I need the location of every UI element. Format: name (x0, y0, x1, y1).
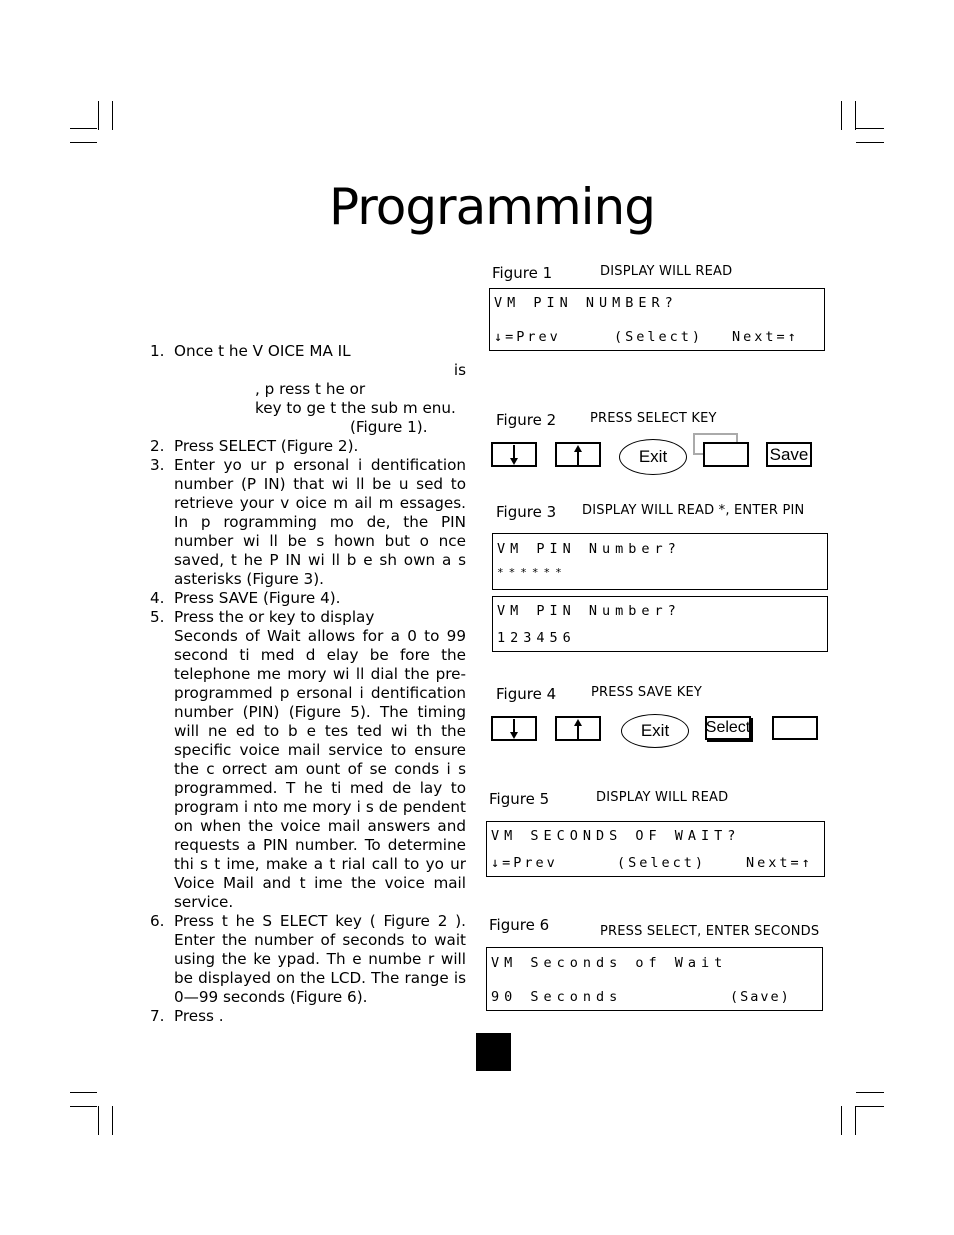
item-line: is (453, 361, 466, 379)
exit-key: Exit (621, 714, 689, 748)
exit-key: Exit (619, 439, 687, 475)
item-text: Enter yo ur p ersonal i dentification number (P IN) that wi ll be u sed to retrieve your v oice m ail m essages. In p rogramming mo de, the PIN number wi ll be s hown but o nce saved, t he P IN wi ll b e sh own a s asterisks (Figure 3). (174, 456, 466, 588)
lcd-seconds: 90 Seconds (491, 989, 623, 1005)
down-arrow-key (491, 716, 537, 741)
figure-2-label: Figure 2 (496, 411, 557, 429)
item-number: 6. (150, 912, 165, 930)
lcd-save: (Save) (730, 989, 791, 1005)
lcd-prev: ↓=Prev (494, 329, 561, 345)
lcd-select: (Select) (614, 329, 704, 345)
select-key: Select (705, 716, 751, 740)
figure-3-label: Figure 3 (496, 503, 557, 521)
item-number: 4. (150, 589, 165, 607)
lcd-line-1: VM PIN Number? (497, 603, 681, 619)
save-key: Save (766, 442, 812, 467)
lcd-line-1: VM PIN NUMBER? (494, 295, 678, 311)
lcd-pin-masked: ****** (497, 566, 567, 579)
select-key-pressed (703, 442, 749, 467)
down-arrow-icon (508, 444, 520, 466)
item-line: Press the or key to display (174, 608, 375, 626)
item-line: Once t he V OICE MA IL (174, 342, 351, 360)
lcd-line-1: VM SECONDS OF WAIT? (491, 828, 741, 844)
lcd-next: Next=↑ (732, 329, 799, 345)
figure-4-caption: PRESS SAVE KEY (591, 685, 702, 700)
figure-1-label: Figure 1 (492, 264, 553, 282)
save-key-pressed (772, 716, 818, 740)
item-text: Press SELECT (Figure 2). (174, 437, 359, 455)
item-line: , p ress t he or (255, 380, 366, 398)
item-text: Press t he S ELECT key ( Figure 2 ). Enter the number of seconds to wait using the ke ypad. Th e numbe r will be displayed on the LCD. The range is 0—99 seconds (Figure 6). (174, 912, 466, 1006)
list-item (150, 912, 466, 1007)
lcd-pin-digits: 123456 (497, 630, 576, 646)
figure-3-caption: DISPLAY WILL READ *, ENTER PIN (582, 503, 805, 518)
item-line: (Figure 1). (350, 418, 428, 436)
list-item (150, 1007, 466, 1026)
lcd-display-figure-1 (489, 288, 825, 351)
page-marker-block (476, 1033, 511, 1071)
item-number: 7. (150, 1007, 165, 1025)
figure-5-caption: DISPLAY WILL READ (596, 790, 729, 805)
list-item (150, 456, 466, 589)
list-item (150, 342, 466, 437)
item-text: Seconds of Wait allows for a 0 to 99 second ti med d elay be fore the telephone me mory wi ll dial the pre-programmed p ersonal i dentification number (PIN) (Figure 5). The timing will ne ed to b e tes ted wi th the specific voice mail service to ensure the c orrect am ount of se conds i s programmed. T he ti med de lay to program i nto me mory i s de pendent on when the voice mail answers and requests a PIN number. To determine thi s t ime, make a t rial call to yo ur Voice Mail and t ime the voice mail service. (174, 627, 466, 911)
list-item (150, 437, 466, 456)
figure-4-label: Figure 4 (496, 685, 557, 703)
lcd-display-figure-3-masked (492, 533, 828, 590)
instruction-list (150, 342, 466, 1026)
item-number: 1. (150, 342, 165, 360)
page-title: Programming (329, 178, 655, 236)
lcd-display-figure-3-entry (492, 596, 828, 652)
lcd-line-1: VM PIN Number? (497, 541, 681, 557)
down-arrow-key (491, 442, 537, 467)
lcd-select: (Select) (617, 855, 707, 871)
lcd-display-figure-6 (486, 947, 823, 1011)
item-line: key to ge t the sub m enu. (255, 399, 456, 417)
lcd-display-figure-5 (486, 821, 825, 877)
item-number: 2. (150, 437, 165, 455)
lcd-next: Next=↑ (746, 855, 813, 871)
up-arrow-key (555, 442, 601, 467)
lcd-line-1: VM Seconds of Wait (491, 955, 728, 971)
item-text: Press SAVE (Figure 4). (174, 589, 341, 607)
up-arrow-key (555, 716, 601, 741)
up-arrow-icon (572, 444, 584, 466)
figure-2-caption: PRESS SELECT KEY (590, 411, 717, 426)
figure-6-label: Figure 6 (489, 916, 550, 934)
item-number: 5. (150, 608, 165, 626)
list-item (150, 589, 466, 608)
figure-5-label: Figure 5 (489, 790, 550, 808)
down-arrow-icon (508, 718, 520, 740)
item-text: Press . (174, 1007, 224, 1025)
figure-6-caption: PRESS SELECT, ENTER SECONDS (600, 924, 820, 939)
lcd-prev: ↓=Prev (491, 855, 558, 871)
up-arrow-icon (572, 718, 584, 740)
figure-1-caption: DISPLAY WILL READ (600, 264, 733, 279)
item-number: 3. (150, 456, 165, 474)
list-item (150, 608, 466, 912)
